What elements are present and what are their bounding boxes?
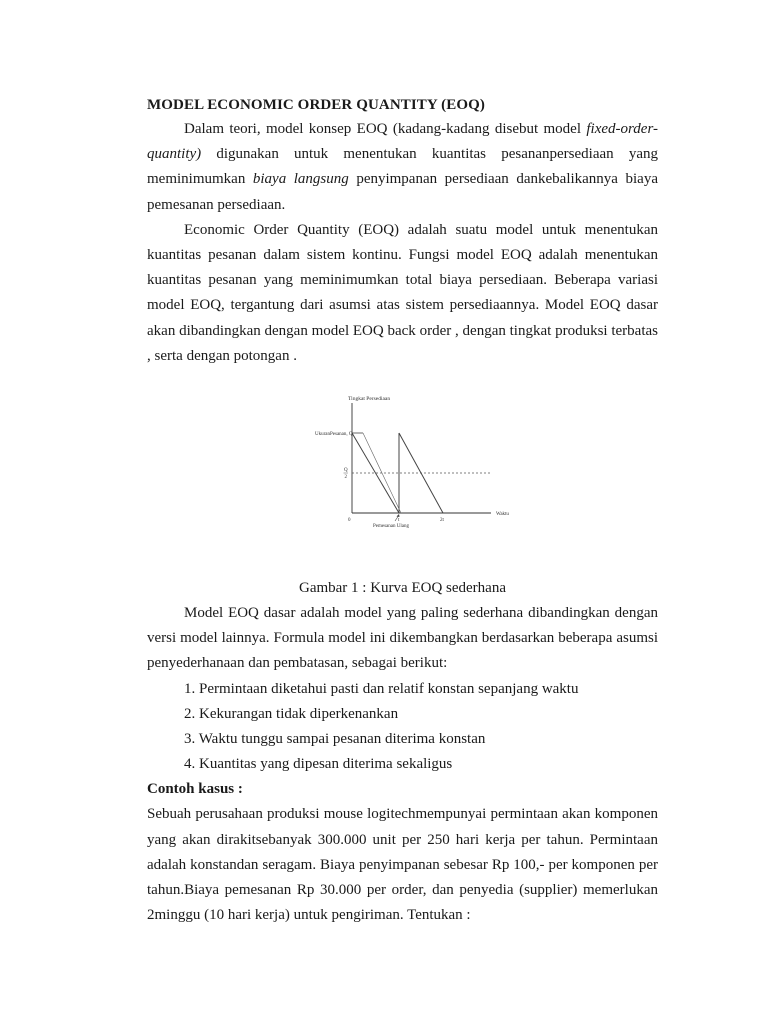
eoq-curve-diagram: [315, 391, 515, 541]
order-quantity-label: UkuranPesanan, Q: [315, 432, 353, 438]
italic-term: biaya langsung: [252, 171, 349, 188]
reorder-arrowhead: [397, 514, 400, 517]
paragraph-text: penyimpanan persediaan dankebalikannya biaya pemesanan persediaan.: [147, 171, 658, 213]
document-page: [147, 97, 658, 928]
list-item: 1. Permintaan diketahui pasti dan relatif konstan sepanjang waktu: [184, 680, 579, 697]
inventory-line-1: [352, 433, 399, 513]
document-title: MODEL ECONOMIC ORDER QUANTITY (EOQ): [147, 97, 485, 113]
eoq-figure: [147, 391, 658, 571]
paragraph-eoq-definition: Economic Order Quantity (EOQ) adalah suatu model untuk menentukan kuantitas pesanan dalam sistem kontinu. Fungsi model EOQ adalah menentukan kuantitas pesanan yang meminimumkan total biaya persediaan. Beberapa variasi model EOQ, tergantung dari asumsi atas sistem persediaannya. Model EOQ dasar akan dibandingkan dengan model EOQ back order , dengan tingkat produksi terbatas , serta dengan potongan .: [147, 221, 658, 364]
half-q-label-bottom: 2: [344, 475, 347, 481]
x-axis-label: Waktu: [496, 512, 509, 518]
figure-caption: Gambar 1 : Kurva EOQ sederhana: [298, 580, 506, 597]
half-q-label-top: Q: [344, 468, 348, 474]
italic-term: fixed-order-quantity): [147, 121, 658, 163]
list-item: 2. Kekurangan tidak diperkenankan: [184, 705, 399, 722]
case-paragraph: Sebuah perusahaan produksi mouse logitechmempunyai permintaan akan komponen yang akan dirakitsebanyak 300.000 unit per 250 hari kerja per tahun. Permintaan adalah konstandan seragam. Biaya penyimpanan sebesar Rp 100,- per komponen per tahun.Biaya pemesanan Rp 30.000 per order, dan penyedia (supplier) memerlukan 2minggu (10 hari kerja) untuk pengiriman. Tentukan :: [147, 806, 658, 924]
paragraph-eoq-theory: [147, 117, 658, 218]
list-item: 3. Waktu tunggu sampai pesanan diterima konstan: [184, 731, 486, 748]
origin-label: 0: [348, 518, 351, 524]
case-heading: Contoh kasus :: [147, 781, 243, 798]
paragraph-basic-model: Model EOQ dasar adalah model yang paling sederhana dibandingkan dengan versi model lainnya. Formula model ini dikembangkan berdasarkan beberapa asumsi penyederhanaan dan pembatasan, sebagai berikut:: [147, 605, 658, 672]
paragraph-text: Dalam teori, model konsep EOQ (kadang-kadang disebut model: [184, 121, 587, 137]
reorder-label: Pemesanan Ulang: [373, 524, 409, 530]
paragraph-text: digunakan untuk menentukan kuantitas pesananpersediaan yang meminimumkan: [147, 146, 658, 188]
list-item: 4. Kuantitas yang dipesan diterima sekaligus: [184, 756, 453, 773]
t-tick-label: t: [398, 518, 400, 524]
y-axis-label: Tingkat Persediaan: [348, 396, 391, 403]
assumption-list: [184, 677, 658, 778]
two-t-tick-label: 2t: [440, 518, 444, 524]
